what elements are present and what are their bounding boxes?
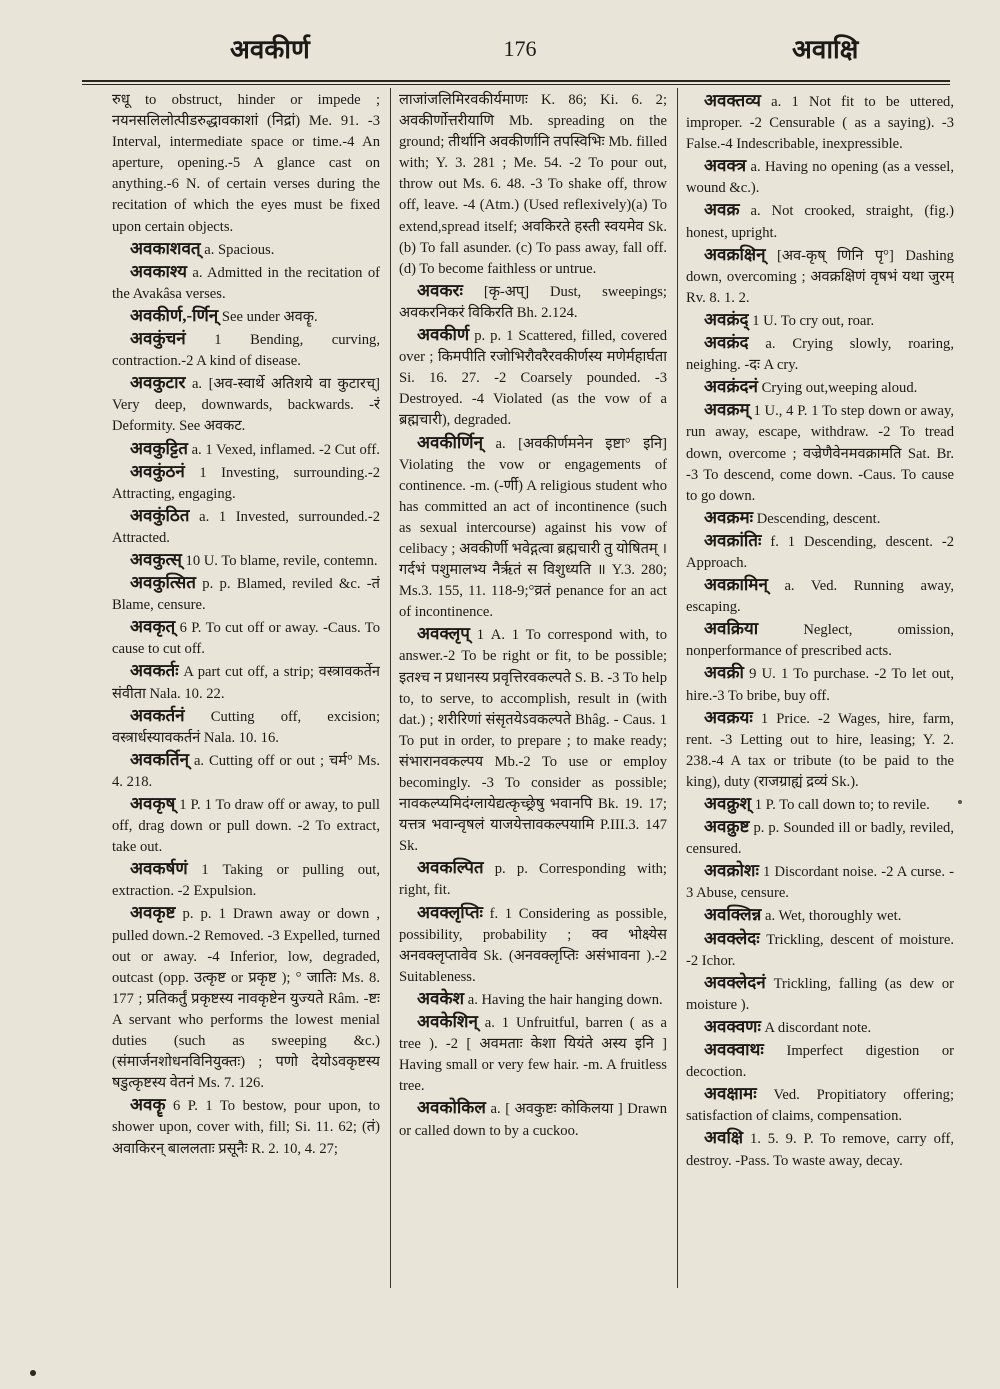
entry-definition: Imperfect digestion or decoction.	[686, 1043, 954, 1081]
entry-headword: अवकर्तः	[130, 661, 179, 681]
print-speck	[958, 800, 962, 804]
header-rule	[82, 80, 950, 82]
print-mark	[30, 1370, 36, 1376]
dictionary-entry	[112, 328, 380, 372]
dictionary-entry	[686, 793, 954, 816]
column-3	[686, 90, 954, 1305]
dictionary-entry	[399, 280, 667, 324]
entry-definition: p. p. Corresponding with; right, fit.	[399, 861, 667, 899]
column-divider-1	[390, 88, 391, 1288]
dictionary-entry	[112, 238, 380, 261]
dictionary-entry	[686, 199, 954, 243]
entry-headword: अवकुत्सित	[130, 573, 196, 593]
entry-headword: अवक्रुश्	[704, 794, 752, 813]
entry-definition: 1 Discordant noise. -2 A curse. - 3 Abuse, censure.	[686, 864, 954, 902]
entry-definition: 1 Investing, surrounding.-2 Attracting, engaging.	[112, 464, 380, 502]
entry-headword: अवकर्तनं	[130, 705, 185, 725]
column-divider-2	[677, 88, 678, 1288]
page-number: 176	[503, 36, 537, 61]
dictionary-entry	[112, 1094, 380, 1159]
dictionary-entry	[112, 749, 380, 793]
dictionary-entry	[686, 816, 954, 860]
entry-headword: अवकर्षणं	[130, 859, 188, 879]
dictionary-entry	[112, 461, 380, 505]
entry-headword: अवकीर्णिन्	[417, 432, 484, 452]
dictionary-entry	[686, 618, 954, 662]
entry-definition: Trickling, falling (as dew or moisture ).	[686, 975, 954, 1013]
dictionary-entry	[112, 438, 380, 461]
entry-definition: 10 U. To blame, revile, contemn.	[185, 552, 378, 569]
dictionary-entry	[686, 662, 954, 706]
entry-headword: अवक्रंदनं	[704, 377, 758, 397]
entry-headword: अवकुटार	[130, 373, 186, 393]
entry-headword: अवक्षि	[704, 1128, 744, 1148]
entry-definition: a. Not crooked, straight, (fig.) honest, upright.	[686, 203, 954, 241]
entry-headword: अवक्वाथः	[704, 1040, 764, 1060]
entry-headword: अवक्रुष्ट	[704, 817, 750, 837]
entry-headword: अवकुत्स्	[130, 549, 182, 569]
entry-definition: a. [ अवकुष्टः कोकिलया ] Drawn or called down to by a cuckoo.	[399, 1101, 667, 1139]
dictionary-entry	[112, 372, 380, 437]
entry-definition: a. [अवकीर्णमनेन इष्टा° इनि] Violating the vow or engagements of continence. -m. (-र्णी) A religious student who has committed an act of incontinence (such as sexual intercourse) against his vow of celibacy ; अवकीर्णी भवेद्गत्वा ब्रह्मचारी तु योषितम् । गर्दभं पशुमालभ्य नैर्ऋतं स विशुध्यति ॥ Y.3. 280; Ms.3. 155, 11. 118-9;°व्रतं penance for an act of incontinence.	[399, 435, 667, 621]
entry-headword: अवक्र	[704, 200, 740, 220]
dictionary-entry	[686, 244, 954, 309]
entry-headword: अवकुट्टित	[130, 438, 188, 458]
entry-headword: अवकृत्	[130, 617, 176, 637]
dictionary-entry	[686, 928, 954, 972]
dictionary-entry	[686, 1127, 954, 1171]
column-2	[399, 90, 667, 1305]
entry-headword: अवकोकिल	[417, 1098, 486, 1118]
entry-headword: अवकृष्	[130, 794, 176, 813]
entry-definition: A part cut off, a strip; वस्त्रावकर्तेन संवीता Nala. 10. 22.	[112, 664, 380, 702]
entry-headword: अवक्री	[704, 663, 744, 683]
entry-definition: a. 1 Not fit to be uttered, improper. -2 Censurable ( as a saying). -3 False.-4 Indescribable, inexpressible.	[686, 94, 954, 153]
entry-definition: a. 1 Invested, surrounded.-2 Attracted.	[112, 508, 380, 546]
dictionary-entry	[112, 616, 380, 660]
entry-definition: 1 P. To call down to; to revile.	[754, 797, 930, 813]
entry-headword: अवक्लृप्तिः	[417, 902, 483, 922]
entry-headword: अवकेशिन्	[417, 1012, 478, 1032]
dictionary-entry	[399, 1097, 667, 1141]
entry-definition: a. Admitted in the recitation of the Avakâsa verses.	[112, 264, 380, 302]
entry-definition: Trickling, descent of moisture. -2 Ichor.	[686, 931, 954, 969]
entry-headword: अवकीर्ण	[417, 325, 470, 345]
dictionary-entry	[112, 902, 380, 1094]
entry-headword: अवक्रमः	[704, 507, 754, 527]
entry-definition: p. p. Blamed, reviled &c. -तं Blame, censure.	[112, 576, 380, 614]
entry-definition: [अव-कृष् णिनि पृ°] Dashing down, overcoming ; अवक्रक्षिणं वृषभं यथा जुरम् Rv. 8. 1. 2.	[686, 247, 954, 306]
entry-headword: अवक्षामः	[704, 1084, 757, 1104]
entry-headword: अवक्रिया	[704, 619, 759, 639]
entry-definition: a. Ved. Running away, escaping.	[686, 578, 954, 616]
entry-definition: p. p. 1 Scattered, filled, covered over ; किमपीति रजोभिरौवरैरवकीर्णस्य मणेर्महार्घता Si. 16. 27. -2 Coarsely pounded. -3 Destroyed. -4 Violated (as the vow of a ब्रह्मचारी), degraded.	[399, 328, 667, 429]
entry-headword: अवक्वणः	[704, 1016, 761, 1036]
entry-definition: a. Having no opening (as a vessel, wound &c.).	[686, 159, 954, 197]
dictionary-entry	[686, 1083, 954, 1127]
entry-definition: a. Cutting off or out ; चर्म° Ms. 4. 218.	[112, 752, 380, 790]
entry-definition: Crying out,weeping aloud.	[761, 380, 918, 397]
entry-headword: अवकुंठित	[130, 505, 190, 525]
dictionary-entry	[686, 904, 954, 927]
dictionary-entry	[686, 1039, 954, 1083]
entry-headword: अवकॄ	[130, 1095, 166, 1115]
dictionary-entry	[686, 332, 954, 376]
dictionary-entry	[686, 376, 954, 399]
entry-headword: अवक्रोशः	[704, 861, 759, 881]
entry-headword: अवक्रम्	[704, 400, 750, 420]
dictionary-entry	[399, 90, 667, 280]
entry-headword: अवकाशवत्	[130, 238, 201, 258]
entry-definition: [कृ-अप्] Dust, sweepings; अवकरनिकरं विकिरति Bh. 2.124.	[399, 283, 667, 321]
entry-headword: अवक्रामिन्	[704, 575, 768, 595]
entry-definition: 1 Price. -2 Wages, hire, farm, rent. -3 Letting out to hire, leasing; Y. 2. 238.-4 A tax or tribute (to be paid to the king), duty (राजग्राह्यं द्रव्यं Sk.).	[686, 710, 954, 790]
entry-headword: अवकेश	[417, 988, 465, 1008]
entry-definition: 1 A. 1 To correspond with, to answer.-2 To be right or fit, to be possible; इतश्च न प्रधानस्य प्रवृत्तिरवकल्पते S. B. -3 To help to, to serve, to accomplish, result in (with dat.) ; शरीरिणां संसृतयेऽवकल्पते Bhâg. - Caus. 1 To put in order, to prepare ; to make ready; संभारानवकल्पय Mb.-2 To use or employ becomingly. -3 To consider as possible; नावकल्प्यमिदंग्लायेद्यत्कृच्छ्रेषु भवानपि Bk. 19. 17; यत्तत्र भवान्वृषलं याजयेत्तावकल्पयामि P.III.3. 147 Sk.	[399, 627, 667, 855]
entry-headword: अवक्लेदनं	[704, 972, 766, 992]
entry-headword: अवक्तव्य	[704, 91, 761, 110]
entry-headword: अवक्रंद्	[704, 309, 749, 329]
entry-definition: a. Spacious.	[204, 241, 275, 258]
entry-definition: p. p. Sounded ill or badly, reviled, censured.	[686, 820, 954, 858]
entry-definition: p. p. 1 Drawn away or down , pulled down.-2 Removed. -3 Expelled, turned out or away. -4 Inferior, low, degraded, outcast (opp. उत्कृष्ट or प्रकृष्ट ); ° जातिः Ms. 8. 177 ; प्रतिकर्तुं प्रकृष्टस्य नावकृष्टेन युज्यते Râm. -ष्टः A servant who performs the lowest menial duties (such as sweeping &c.) (संमार्जनशोधनविनियुक्तः) ; पणो देयोऽवकृष्टस्य षडुत्कृष्टस्य वेतनं Ms. 7. 126.	[112, 906, 380, 1092]
dictionary-entry	[686, 507, 954, 530]
dictionary-entry	[112, 505, 380, 549]
entry-definition: a. Having the hair hanging down.	[467, 991, 663, 1008]
entry-headword: अवकुंचनं	[130, 329, 186, 349]
entry-definition: a. [अव-स्वार्थे अतिशये वा कुटारच्] Very deep, downwards, backwards. -रं Deformity. See अवकट.	[112, 376, 380, 435]
dictionary-entry	[112, 261, 380, 305]
entry-definition: a. Crying slowly, roaring, neighing. -दः A cry.	[686, 336, 954, 374]
dictionary-entry	[686, 309, 954, 332]
dictionary-entry	[112, 705, 380, 749]
dictionary-entry	[399, 623, 667, 857]
entry-definition: f. 1 Descending, descent. -2 Approach.	[686, 533, 954, 571]
entry-definition: Descending, descent.	[756, 510, 881, 527]
entry-definition: a. 1 Vexed, inflamed. -2 Cut off.	[191, 441, 380, 458]
dictionary-entry	[686, 574, 954, 618]
dictionary-entry	[686, 530, 954, 574]
dictionary-entry	[112, 660, 380, 704]
dictionary-entry	[112, 549, 380, 572]
dictionary-entry	[686, 707, 954, 793]
entry-headword: अवकल्पित	[417, 858, 484, 878]
dictionary-entry	[686, 1016, 954, 1039]
entry-headword: अवकीर्ण,-र्णिन्	[130, 305, 219, 325]
dictionary-entry	[399, 432, 667, 624]
entry-definition: 1 Taking or pulling out, extraction. -2 Expulsion.	[112, 862, 380, 900]
dictionary-entry	[399, 1011, 667, 1097]
dictionary-entry	[686, 90, 954, 155]
entry-definition: a. 1 Unfruitful, barren ( as a tree ). -2 [ अवमताः केशा यियंते अस्य इनि ] Having small or very few hair. -m. A fruitless tree.	[399, 1015, 667, 1095]
entry-headword: अवक्त्र	[704, 156, 747, 176]
entry-definition: 1 U. To cry out, roar.	[752, 312, 875, 329]
dictionary-entry	[112, 305, 380, 328]
entry-definition: 1 P. 1 To draw off or away, to pull off, drag down or pull down. -2 To extract, take out.	[112, 797, 380, 856]
dictionary-entry	[399, 988, 667, 1011]
dictionary-entry	[399, 857, 667, 901]
entry-headword: अवक्लिन्न	[704, 905, 762, 925]
entry-definition: 6 P. To cut off or away. -Caus. To cause to cut off.	[112, 620, 380, 658]
entry-headword: अवक्रंद	[704, 333, 749, 353]
dictionary-entry	[686, 860, 954, 904]
entry-definition: A discordant note.	[764, 1019, 872, 1036]
dictionary-entry	[112, 793, 380, 858]
entry-definition: लाजांजलिमिरवकीर्यमाणः K. 86; Ki. 6. 2; अवकीर्णोत्तरीयाणि Mb. spreading on the ground; तीर्थानि अवकीर्णानि तपस्विभिः Mb. filled with; Y. 3. 281 ; Me. 54. -2 To pour out, throw out Ms. 6. 48. -3 To shake off, throw off, leave. -4 (Atm.) (Used reflexively)(a) To extend,spread itself; अवकिरते हस्ती स्वयमेव Sk. (b) To fall asunder. (c) To pass away, fall off. (d) To become faithless or untrue.	[399, 92, 667, 277]
entry-definition: See under अवकॄ.	[221, 308, 318, 325]
column-1	[112, 90, 380, 1305]
entry-definition: a. Wet, thoroughly wet.	[764, 908, 902, 925]
entry-definition: 1 Bending, curving, contraction.-2 A kind of disease.	[112, 332, 380, 370]
entry-definition: रुधू to obstruct, hinder or impede ; नयनसलिलोत्पीडरुद्धावकाशां (निद्रां) Me. 91. -3 Interval, intermediate space or time.-4 An aperture, opening.-5 A glance cast on anything.-6 N. of certain verses during the recitation of which the eyes must be fixed upon certain objects.	[112, 92, 380, 235]
entry-headword: अवकरः	[417, 280, 463, 300]
dictionary-entry	[112, 572, 380, 616]
entry-definition: Neglect, omission, nonperformance of prescribed acts.	[686, 622, 954, 660]
dictionary-entry	[686, 155, 954, 199]
entry-definition: 1. 5. 9. P. To remove, carry off, destroy. -Pass. To waste away, decay.	[686, 1131, 954, 1169]
entry-headword: अवकृष्ट	[130, 903, 176, 923]
entry-definition: 1 U., 4 P. 1 To step down or away, run away, escape, withdraw. -2 To tread down, overcome ; वज्रेणैवेनमवक्रामति Sat. Br. -3 To descend, come down. -Caus. To cause to go down.	[686, 403, 954, 504]
entry-headword: अवक्रक्षिन्	[704, 244, 766, 264]
entry-definition: 9 U. 1 To purchase. -2 To let out, hire.-3 To bribe, buy off.	[686, 666, 954, 704]
entry-definition: 6 P. 1 To bestow, pour upon, to shower upon, cover with, fill; Si. 11. 62; (तं) अवाकिरन् बाललताः प्रसूनैः R. 2. 10, 4. 27;	[112, 1098, 380, 1157]
dictionary-entry	[112, 858, 380, 902]
entry-definition: Cutting off, excision; वस्त्रार्धस्यावकर्तनं Nala. 10. 16.	[112, 708, 380, 746]
header-rule-thin	[82, 84, 950, 85]
dictionary-entry	[686, 399, 954, 506]
entry-headword: अवकर्तिन्	[130, 749, 190, 769]
entry-headword: अवक्रांतिः	[704, 530, 762, 550]
header-right-guideword: अवाक्षि	[792, 35, 859, 64]
entry-headword: अवक्रयः	[704, 707, 753, 727]
entry-headword: अवकुंठनं	[130, 461, 185, 481]
dictionary-entry	[399, 902, 667, 988]
entry-definition: Ved. Propitiatory offering; satisfaction of claims, compensation.	[686, 1087, 954, 1125]
entry-headword: अवक्लृप्	[417, 624, 470, 644]
entry-definition: f. 1 Considering as possible, possibility, probability ; क्व भोक्ष्येस अनवक्लृप्तावेव Sk. (अनवक्लृप्तिः असंभावना ).-2 Suitableness.	[399, 905, 667, 985]
dictionary-entry	[112, 90, 380, 238]
dictionary-entry	[399, 324, 667, 431]
entry-headword: अवकाश्य	[130, 261, 187, 281]
header-left-guideword: अवकीर्ण	[230, 35, 310, 64]
entry-headword: अवक्लेदः	[704, 928, 760, 948]
dictionary-entry	[686, 972, 954, 1016]
